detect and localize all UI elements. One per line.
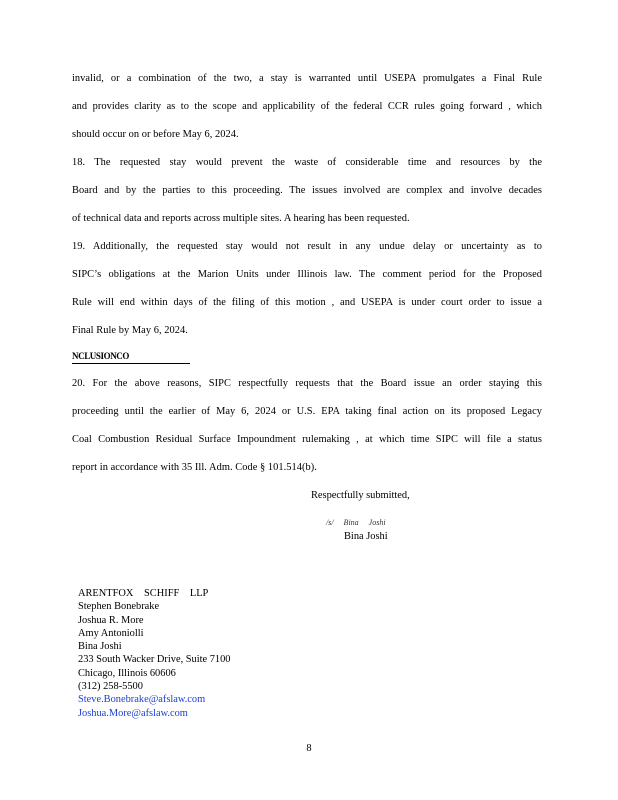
- paragraph-20-line: 20. For the above reasons, SIPC respectfully requests that the Board issue an order staying this: [72, 378, 542, 389]
- email-link[interactable]: Joshua.More@afslaw.com: [78, 707, 188, 719]
- city-state-zip: Chicago, Illinois 60606: [78, 667, 176, 679]
- paragraph-18-line: Board and by the parties to this proceeding. The issues involved are complex and involve decades: [72, 185, 542, 196]
- section-heading: NCLUSIONCO: [72, 350, 190, 364]
- body-line: should occur on or before May 6, 2024.: [72, 129, 239, 140]
- phone-number: (312) 258-5500: [78, 681, 143, 693]
- paragraph-19-line: Final Rule by May 6, 2024.: [72, 325, 188, 336]
- street-address: 233 South Wacker Drive, Suite 7100: [78, 654, 231, 666]
- firm-contact-block: [78, 587, 231, 720]
- paragraph-20-line: report in accordance with 35 Ill. Adm. Code § 101.514(b).: [72, 462, 317, 473]
- signature-name: Bina Joshi: [344, 531, 388, 542]
- electronic-signature: /s/ Bina Joshi: [326, 518, 386, 527]
- paragraph-20-line: Coal Combustion Residual Surface Impoundment rulemaking , at which time SIPC will file a status: [72, 434, 542, 445]
- paragraph-19-line: 19. Additionally, the requested stay would not result in any undue delay or uncertainty as to: [72, 241, 542, 252]
- body-line: and provides clarity as to the scope and applicability of the federal CCR rules going forward , which: [72, 101, 542, 112]
- firm-name: ARENTFOX SCHIFF LLP: [78, 588, 209, 599]
- paragraph-19-line: SIPC’s obligations at the Marion Units under Illinois law. The comment period for the Proposed: [72, 269, 542, 280]
- body-line: invalid, or a combination of the two, a stay is warranted until USEPA promulgates a Final Rule: [72, 73, 542, 84]
- paragraph-19-line: Rule will end within days of the filing of this motion , and USEPA is under court order to issue a: [72, 297, 542, 308]
- paragraph-20-line: proceeding until the earlier of May 6, 2024 or U.S. EPA taking final action on its proposed Legacy: [72, 406, 542, 417]
- email-link[interactable]: Steve.Bonebrake@afslaw.com: [78, 694, 206, 706]
- paragraph-18-line: 18. The requested stay would prevent the waste of considerable time and resources by the: [72, 157, 542, 168]
- attorney-name: Amy Antoniolli: [78, 627, 144, 639]
- closing-text: Respectfully submitted,: [311, 490, 410, 501]
- paragraph-18-line: of technical data and reports across multiple sites. A hearing has been requested.: [72, 213, 410, 224]
- attorney-name: Bina Joshi: [78, 641, 122, 653]
- attorney-name: Joshua R. More: [78, 614, 144, 626]
- attorney-name: Stephen Bonebrake: [78, 601, 160, 613]
- page-number: 8: [306, 743, 312, 754]
